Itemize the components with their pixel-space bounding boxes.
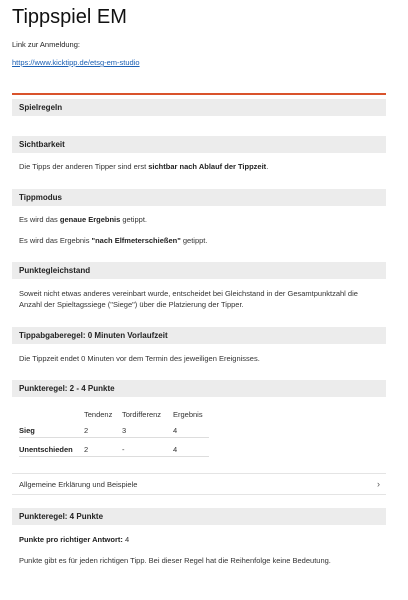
registration-link[interactable]: https://www.kicktipp.de/etsg-em-studio xyxy=(12,58,140,67)
sichtbarkeit-text: Die Tipps der anderen Tipper sind erst sichtbar nach Ablauf der Tippzeit. xyxy=(19,162,269,171)
points-table-header xyxy=(19,407,209,422)
punkteregel-4-line-2: Punkte gibt es für jeden richtigen Tipp. Bei dieser Regel hat die Reihenfolge keine Bedeutung. xyxy=(19,556,331,565)
tippabgaberegel-text: Die Tippzeit endet 0 Minuten vor dem Termin des jeweiligen Ereignisses. xyxy=(19,354,260,363)
points-table-header-cell: Tendenz xyxy=(84,410,113,419)
accordion-label: Allgemeine Erklärung und Beispiele xyxy=(19,480,138,489)
section-header-punktegleichstand: Punktegleichstand xyxy=(12,262,386,279)
points-table-header-cell: Tordifferenz xyxy=(122,410,162,419)
section-header-tippabgaberegel: Tippabgaberegel: 0 Minuten Vorlaufzeit xyxy=(12,327,386,344)
table-row xyxy=(19,442,209,457)
table-cell: 3 xyxy=(122,426,127,435)
page-title: Tippspiel EM xyxy=(12,6,127,28)
table-row-label: Unentschieden xyxy=(19,445,73,454)
accordion-general-explanation[interactable] xyxy=(12,473,386,495)
section-header-spielregeln: Spielregeln xyxy=(12,99,386,116)
section-header-punkteregel-4: Punkteregel: 4 Punkte xyxy=(12,508,386,525)
section-header-punkteregel-2-4: Punkteregel: 2 - 4 Punkte xyxy=(12,380,386,397)
table-cell: 4 xyxy=(173,426,178,435)
table-cell: - xyxy=(122,445,125,454)
punktegleichstand-text: Soweit nicht etwas anderes vereinbart wurde, entscheidet bei Gleichstand in der Gesamtpunktzahl die Anzahl der Spieltagssiege ("Siege") über die Platzierung der Tipper. xyxy=(19,289,358,309)
registration-link-label: Link zur Anmeldung: xyxy=(12,40,80,49)
table-cell: 2 xyxy=(84,445,89,454)
points-table-header-cell: Ergebnis xyxy=(173,410,203,419)
table-cell: 4 xyxy=(173,445,178,454)
tippmodus-line-2: Es wird das Ergebnis "nach Elfmeterschießen" getippt. xyxy=(19,236,208,245)
chevron-right-icon: › xyxy=(377,479,380,489)
section-header-tippmodus: Tippmodus xyxy=(12,189,386,206)
table-row xyxy=(19,423,209,438)
tippmodus-line-1: Es wird das genaue Ergebnis getippt. xyxy=(19,215,147,224)
section-header-sichtbarkeit: Sichtbarkeit xyxy=(12,136,386,153)
table-row-label: Sieg xyxy=(19,426,35,435)
table-cell: 2 xyxy=(84,426,89,435)
punkteregel-4-line-1: Punkte pro richtiger Antwort: 4 xyxy=(19,535,130,544)
rules-panel xyxy=(12,93,386,593)
